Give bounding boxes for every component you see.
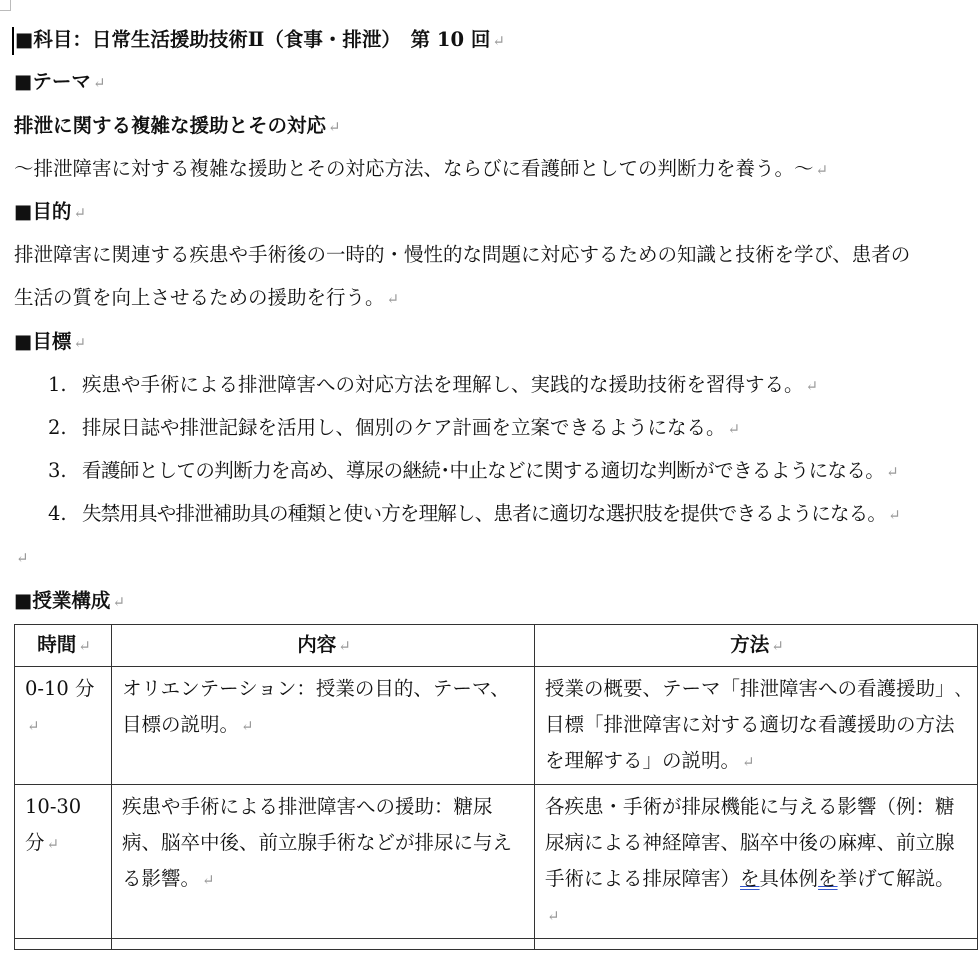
purpose-line-1: 排泄障害に関連する疾患や手術後の一時的・慢性的な問題に対応するための知識と技術を学び、患者の <box>14 243 911 266</box>
table-row <box>15 939 978 950</box>
table-row <box>15 785 978 939</box>
cell-content: 疾患や手術による排泄障害への援助：糖尿病、脳卒中後、前立腺手術などが排尿に与える影響。 ↵ <box>112 785 535 939</box>
header-content: 内容 ↵ <box>112 625 535 667</box>
purpose-line-2: 生活の質を向上させるための援助を行う。 ↵ <box>14 286 400 309</box>
goal-item: 1. 疾患や手術による排泄障害への対応方法を理解し、実践的な援助技術を習得する。 ↵ <box>48 373 819 396</box>
cell-content <box>112 939 535 950</box>
table-header-row <box>15 625 978 667</box>
cell-time: 0-10 分↵ <box>15 667 112 785</box>
goal-item: 4. 失禁用具や排泄補助具の種類と使い方を理解し、患者に適切な選択肢を提供できるようになる。 ↵ <box>48 502 901 525</box>
cell-method: 各疾患・手術が排尿機能に与える影響（例：糖尿病による神経障害、脳卒中後の麻痺、前立腺手術による排尿障害）を具体例を挙げて解説。↵ <box>535 785 978 939</box>
cell-method: 授業の概要、テーマ「排泄障害への看護援助」､目標「排泄障害に対する適切な看護援助の方法を理解する」の説明。 ↵ <box>535 667 978 785</box>
cell-time <box>15 939 112 950</box>
cell-content: オリエンテーション：授業の目的、テーマ、目標の説明。 ↵ <box>112 667 535 785</box>
theme-subtitle: ～排泄障害に対する複雑な援助とその対応方法、ならびに看護師としての判断力を養う。～ ↵ <box>14 157 829 180</box>
grammar-underline[interactable]: を <box>818 867 838 890</box>
header-time: 時間 ↵ <box>15 625 112 667</box>
goal-item: 2. 排尿日誌や排泄記録を活用し、個別のケア計画を立案できるようになる。 ↵ <box>48 416 741 439</box>
subject-heading: ■科目：日常生活援助技術Ⅱ（食事・排泄） 第 10 回 ↵ <box>12 26 505 55</box>
goal-item: 3. 看護師としての判断力を高め、導尿の継続･中止などに関する適切な判断ができるようになる。 ↵ <box>48 459 899 482</box>
purpose-label: ■目的 ↵ <box>14 200 87 223</box>
theme-title: 排泄に関する複雑な援助とその対応 ↵ <box>14 114 341 137</box>
empty-paragraph: ↵ <box>16 549 29 567</box>
text-cursor <box>12 27 14 55</box>
goals-label: ■目標 ↵ <box>14 330 87 353</box>
lesson-structure-table <box>14 624 978 950</box>
grammar-underline[interactable]: を <box>740 867 760 890</box>
structure-label: ■授業構成 ↵ <box>14 589 126 612</box>
cell-time: 10-30 分 ↵ <box>15 785 112 939</box>
header-method: 方法 ↵ <box>535 625 978 667</box>
cell-method <box>535 939 978 950</box>
table-row <box>15 667 978 785</box>
page-corner-mark <box>0 0 11 11</box>
theme-label: ■テーマ ↵ <box>14 70 106 93</box>
